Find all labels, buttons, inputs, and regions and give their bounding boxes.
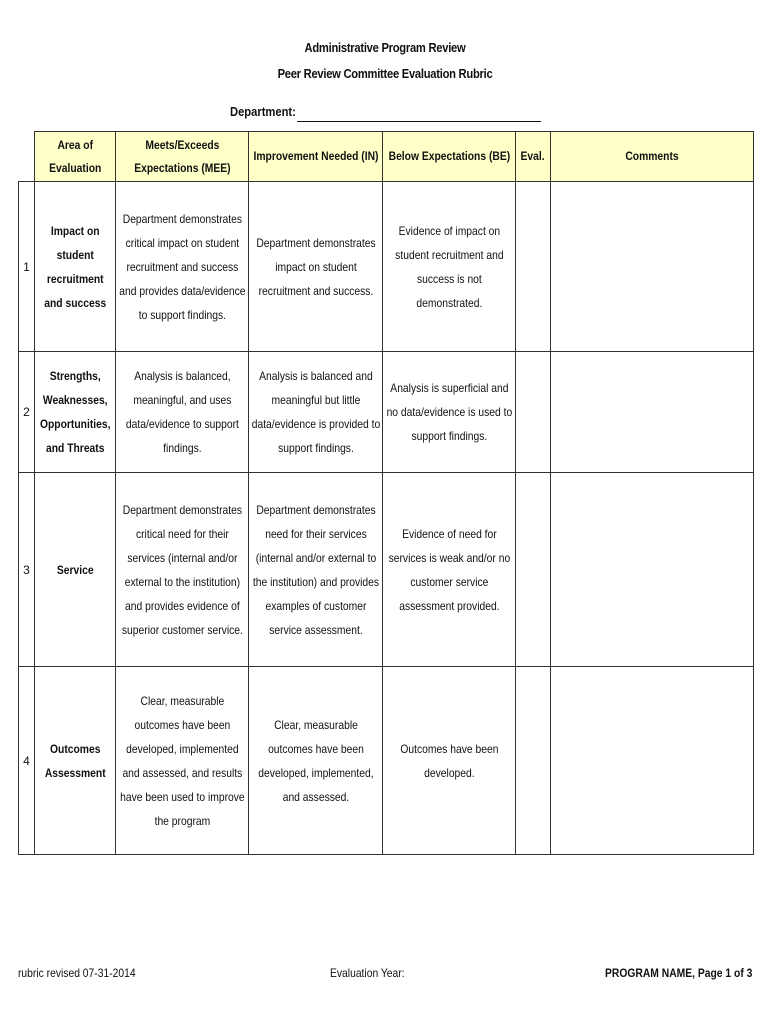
department-field[interactable] — [297, 121, 541, 122]
row-in: Analysis is balanced and meaningful but little data/evidence is provided to support findings. — [249, 352, 383, 473]
row-eval-field[interactable] — [516, 352, 551, 473]
row-comments-field[interactable] — [551, 473, 754, 667]
row-number: 1 — [19, 182, 35, 352]
row-number: 2 — [19, 352, 35, 473]
row-be: Outcomes have been developed. — [383, 667, 516, 855]
row-comments-field[interactable] — [551, 352, 754, 473]
row-area: Service — [35, 473, 116, 667]
header-area: Area of Evaluation — [35, 132, 116, 182]
row-in: Department demonstrates impact on student recruitment and success. — [249, 182, 383, 352]
row-be: Evidence of impact on student recruitment and success is not demonstrated. — [383, 182, 516, 352]
row-in: Clear, measurable outcomes have been developed, implemented, and assessed. — [249, 667, 383, 855]
row-mee: Department demonstrates critical need for their services (internal and/or external to the institution) and provides evidence of superior customer service. — [116, 473, 249, 667]
revision-note: rubric revised 07-31-2014 — [18, 966, 136, 980]
row-be: Analysis is superficial and no data/evidence is used to support findings. — [383, 352, 516, 473]
doc-title: Administrative Program Review — [304, 40, 466, 55]
evaluation-year-label: Evaluation Year: — [330, 966, 405, 980]
row-number: 3 — [19, 473, 35, 667]
department-label: Department: — [230, 104, 296, 119]
row-comments-field[interactable] — [551, 182, 754, 352]
table-row — [19, 182, 754, 352]
row-area: Outcomes Assessment — [35, 667, 116, 855]
row-area: Strengths, Weaknesses, Opportunities, and Threats — [35, 352, 116, 473]
header-mee: Meets/Exceeds Expectations (MEE) — [116, 132, 249, 182]
rubric-table — [18, 131, 754, 855]
header-eval: Eval. — [516, 132, 551, 182]
header-comments: Comments — [551, 132, 754, 182]
header-be: Below Expectations (BE) — [383, 132, 516, 182]
header-row — [19, 132, 754, 182]
row-eval-field[interactable] — [516, 182, 551, 352]
header-in: Improvement Needed (IN) — [249, 132, 383, 182]
row-be: Evidence of need for services is weak and/or no customer service assessment provided. — [383, 473, 516, 667]
table-row — [19, 667, 754, 855]
row-mee: Department demonstrates critical impact on student recruitment and success and provides data/evidence to support findings. — [116, 182, 249, 352]
table-row — [19, 473, 754, 667]
row-number: 4 — [19, 667, 35, 855]
doc-subtitle: Peer Review Committee Evaluation Rubric — [277, 66, 493, 81]
row-area: Impact on student recruitment and success — [35, 182, 116, 352]
table-row — [19, 352, 754, 473]
row-in: Department demonstrates need for their services (internal and/or external to the institution) and provides examples of customer service assessment. — [249, 473, 383, 667]
row-eval-field[interactable] — [516, 473, 551, 667]
header-number-cell — [19, 132, 35, 182]
row-eval-field[interactable] — [516, 667, 551, 855]
row-comments-field[interactable] — [551, 667, 754, 855]
row-mee: Clear, measurable outcomes have been developed, implemented and assessed, and results have been used to improve the program — [116, 667, 249, 855]
row-mee: Analysis is balanced, meaningful, and uses data/evidence to support findings. — [116, 352, 249, 473]
program-page-label: PROGRAM NAME, Page 1 of 3 — [604, 966, 752, 980]
